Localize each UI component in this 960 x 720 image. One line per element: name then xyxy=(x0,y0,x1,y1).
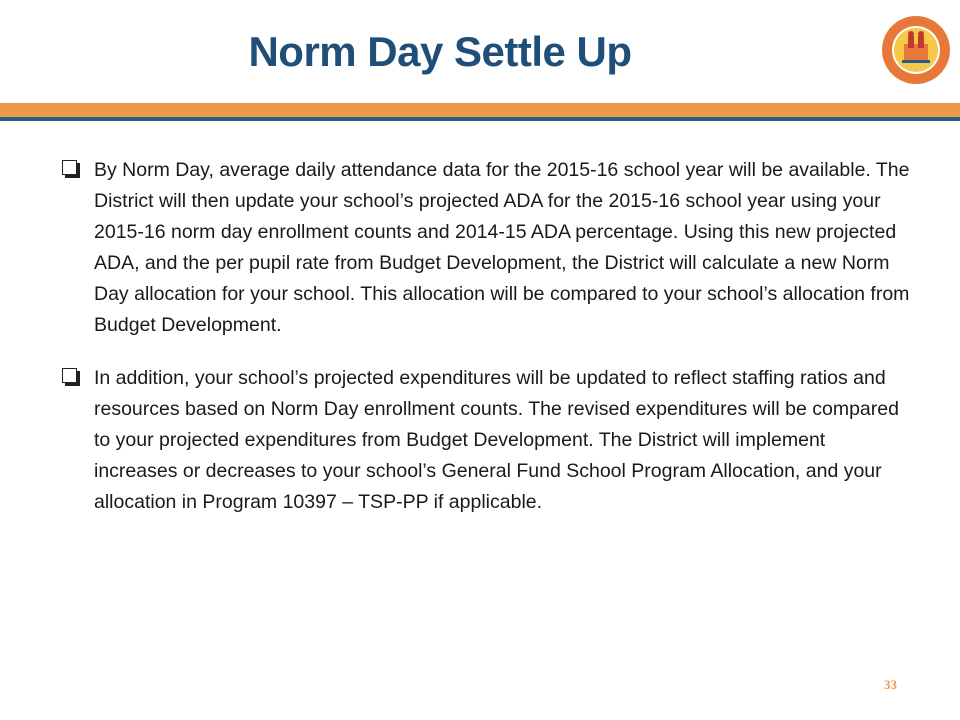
slide-title: Norm Day Settle Up xyxy=(248,28,632,75)
bullet-item xyxy=(62,363,912,518)
checkbox-bullet-icon xyxy=(62,368,77,383)
bullet-text: In addition, your school’s projected expenditures will be updated to reflect staffing ratios and resources based on Norm Day enrollment counts. The revised expenditures will be compared to your projected expenditures from Budget Development. The District will implement increases or decreases to your school’s General Fund School Program Allocation, and your allocation in Program 10397 – TSP-PP if applicable. xyxy=(94,367,899,513)
header-orange-bar xyxy=(0,103,960,117)
bullet-text: By Norm Day, average daily attendance data for the 2015-16 school year will be available. The District will then update your school’s projected ADA for the 2015-16 school year using your 2015-16 norm day enrollment counts and 2014-15 ADA percentage. Using this new projected ADA, and the per pupil rate from Budget Development, the District will calculate a new Norm Day allocation for your school. This allocation will be compared to your school’s allocation from Budget Development. xyxy=(94,159,910,336)
lausd-seal-icon xyxy=(880,14,952,86)
checkbox-bullet-icon xyxy=(62,160,77,175)
bullet-item xyxy=(62,155,912,341)
page-number: 33 xyxy=(884,677,897,692)
bullet-list xyxy=(62,155,912,540)
header-blue-bar xyxy=(0,117,960,121)
